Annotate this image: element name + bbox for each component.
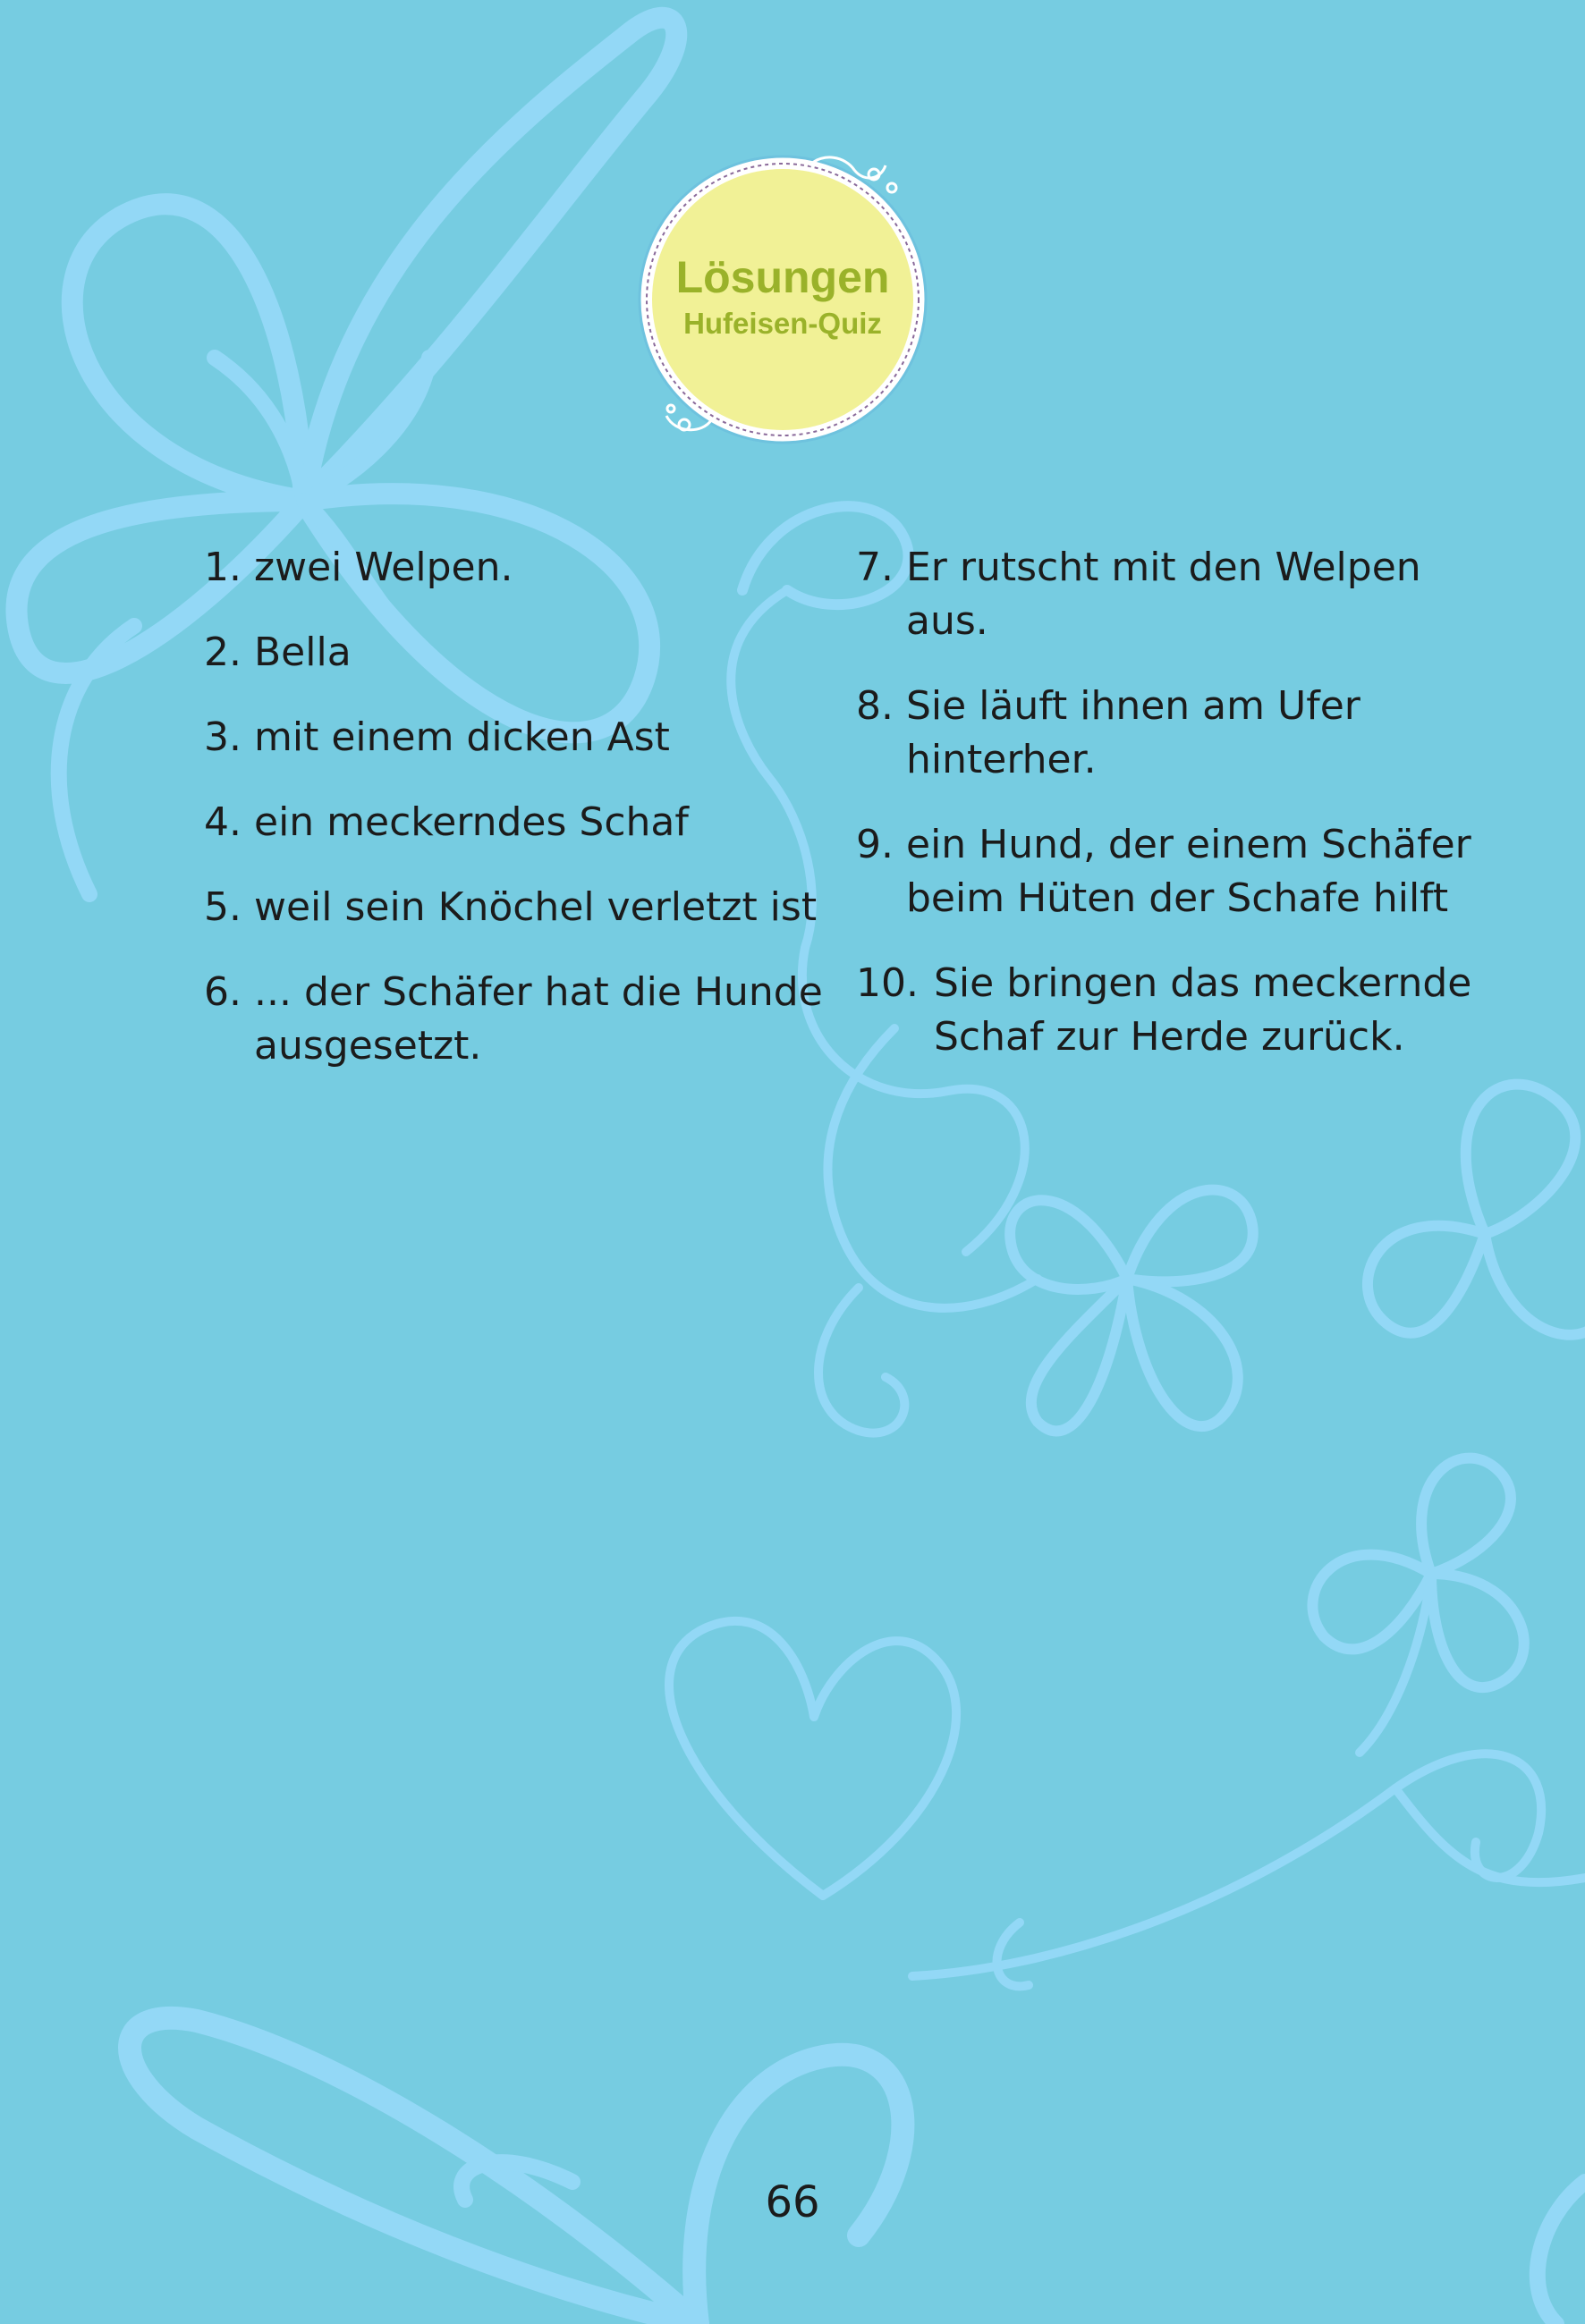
answer-item-2: [204, 626, 830, 680]
solutions-badge: [631, 148, 935, 452]
answer-number: 3.: [204, 714, 242, 760]
answer-text: Bella: [254, 630, 352, 675]
answer-text: weil sein Knöchel verletzt ist: [254, 884, 818, 930]
answer-number: 9.: [856, 822, 894, 867]
answer-item-10: [856, 957, 1500, 1064]
answer-item-3: [204, 711, 830, 765]
answer-text: mit einem dicken Ast: [254, 714, 670, 760]
badge-title: Lösungen: [675, 252, 890, 302]
answer-number: 1.: [204, 545, 242, 590]
answer-number: 10.: [856, 960, 919, 1006]
answer-number: 7.: [856, 545, 894, 590]
answer-item-1: [204, 541, 830, 595]
page-number: 66: [765, 2177, 820, 2227]
answer-item-9: [856, 818, 1500, 925]
answers-right-column: [856, 541, 1500, 1095]
answer-number: 5.: [204, 884, 242, 930]
answers-left-column: [204, 541, 830, 1104]
answer-text: zwei Welpen.: [254, 545, 513, 590]
answer-text: Sie läuft ihnen am Ufer hinterher.: [906, 683, 1360, 782]
answer-number: 8.: [856, 683, 894, 729]
answer-text: ein meckerndes Schaf: [254, 799, 689, 845]
answer-number: 6.: [204, 969, 242, 1015]
answer-text: Er rutscht mit den Welpen aus.: [906, 545, 1421, 644]
answer-text: ... der Schäfer hat die Hunde ausgesetzt.: [254, 969, 823, 1069]
badge-subtitle: Hufeisen-Quiz: [683, 307, 882, 340]
answer-item-8: [856, 680, 1500, 787]
answer-item-7: [856, 541, 1500, 648]
answer-text: ein Hund, der einem Schäfer beim Hüten der Schafe hilft: [906, 822, 1471, 921]
answer-text: Sie bringen das meckernde Schaf zur Herde zurück.: [934, 960, 1472, 1060]
answer-item-6: [204, 966, 830, 1073]
answer-number: 2.: [204, 630, 242, 675]
answer-item-4: [204, 796, 830, 849]
answer-number: 4.: [204, 799, 242, 845]
answer-item-5: [204, 881, 830, 934]
